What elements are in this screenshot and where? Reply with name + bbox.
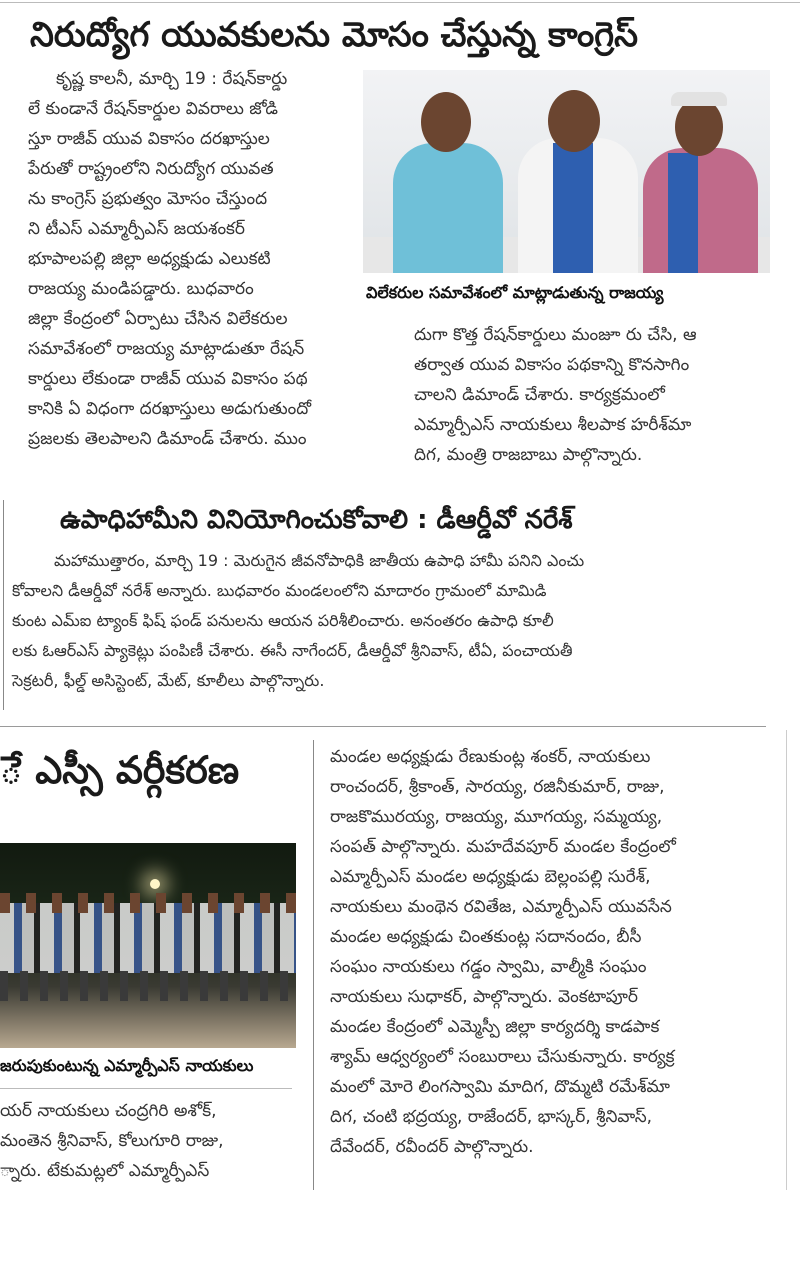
story2-body <box>12 546 772 696</box>
story2-line: లకు ఓఆర్ఎస్ ప్యాకెట్లు పంపిణీ చేశారు. ఈసీ నాగేందర్, డీఆర్డీవో శ్రీనివాస్, టీఏ, పంచాయతీ <box>12 641 573 660</box>
story1-column1 <box>28 64 358 454</box>
story1-line: భూపాలపల్లి జిల్లా అధ్యక్షుడు ఎలుకటి <box>28 249 271 269</box>
celebration-caption: జరుపుకుంటున్న ఎమ్మార్పీఎస్ నాయకులు <box>0 1056 254 1075</box>
story1-line: దుగా కొత్త రేషన్‌కార్డులు మంజూ రు చేసి, ఆ <box>414 325 697 345</box>
story3-line: మంలో మోరె లింగస్వామి మాదిగ, దొమ్మటి రమేశ్‌మా <box>330 1077 670 1097</box>
story2-line: సెక్రటరీ, ఫీల్డ్ అసిస్టెంట్, మేట్, కూలీలు పాల్గొన్నారు. <box>12 671 325 690</box>
story2-line: మహాముత్తారం, మార్చి 19 : మెరుగైన జీవనోపాధికి జాతీయ ఉపాధి హామీ పనిని ఎంచు <box>54 551 585 570</box>
story3-line: మంతెన శ్రీనివాస్, కోలుగూరి రాజు, <box>0 1131 224 1151</box>
story1-line: జిల్లా కేంద్రంలో ఏర్పాటు చేసిన విలేకరుల <box>28 309 288 329</box>
story1-line: తర్వాత యువ వికాసం పథకాన్ని కొనసాగిం <box>414 355 690 375</box>
story1-line: లే కుండానే రేషన్‌కార్డుల వివరాలు జోడి <box>28 99 279 119</box>
story3-line: ఎమ్మార్పీఎస్ మండల అధ్యక్షుడు బెల్లంపల్లి సురేశ్, <box>330 867 651 887</box>
story2-line: కుంట ఎమ్ఐ ట్యాంక్ ఫిష్ ఫండ్ పనులను ఆయన పరిశీలించారు. అనంతరం ఉపాధి కూలీ <box>12 611 554 630</box>
story1-column2 <box>414 320 770 470</box>
story1-line: ను కాంగ్రెస్ ప్రభుత్వం మోసం చేస్తుంద <box>28 189 268 209</box>
celebration-photo <box>0 843 296 1048</box>
story3-line: శ్యామ్ ఆధ్వర్యంలో సంబురాలు చేసుకున్నారు. కార్యక్ర <box>330 1047 675 1067</box>
story3-line: రాంచందర్, శ్రీకాంత్, సారయ్య, రజినీకుమార్, రాజు, <box>330 777 665 797</box>
story3-line: దిగ, చంటి భద్రయ్య, రాజేందర్, భాస్కర్, శ్రీనివాస్, <box>330 1107 653 1127</box>
story1-line: కార్డులు లేకుండా రాజీవ్ యువ వికాసం పథ <box>28 369 308 389</box>
story3-line: ్నారు. టేకుమట్లలో ఎమ్మార్పీఎస్ <box>0 1161 210 1181</box>
story3-line: మండల కేంద్రంలో ఎమ్మెస్పీ జిల్లా కార్యదర్శి కాడపాక <box>330 1017 660 1037</box>
story1-line: కృష్ణ కాలనీ, మార్చి 19 : రేషన్‌కార్డు <box>56 69 288 89</box>
story3-line: నాయకులు సుధాకర్, పాల్గొన్నారు. వెంకటాపూర్ <box>330 987 638 1007</box>
story1-line: సమావేశంలో రాజయ్య మాట్లాడుతూ రేషన్ <box>28 339 305 359</box>
story3-line: సంఘం నాయకులు గడ్డం స్వామి, వాల్మీకి సంఘం <box>330 957 647 977</box>
story1-line: కానికి ఏ విధంగా దరఖాస్తులు అడుగుతుందో <box>28 399 312 419</box>
story3-line: యర్ నాయకులు చంద్రగిరి అశోక్, <box>0 1101 217 1121</box>
section-divider <box>0 726 766 727</box>
column-divider <box>313 740 314 1190</box>
story2-headline: ఉపాధిహామీని వినియోగించుకోవాలి : డీఆర్డీవో నరేశ్ <box>60 505 573 535</box>
story2-line: కోవాలని డీఆర్డీవో నరేశ్ అన్నారు. బుధవారం మండలంలోని మాదారం గ్రామంలో మామిడి <box>12 581 547 600</box>
story1-line: ఎమ్మార్పీఎస్ నాయకులు శీలపాక హరీశ్‌మా <box>414 415 692 435</box>
story1-line: రాజయ్య మండిపడ్డారు. బుధవారం <box>28 279 254 299</box>
press-meet-caption: విలేకరుల సమావేశంలో మాట్లాడుతున్న రాజయ్య <box>366 283 664 302</box>
story2-left-rule <box>3 500 4 710</box>
story3-line: మండల అధ్యక్షుడు చింతకుంట్ల సదానందం, బీసీ <box>330 927 642 947</box>
story3-line: సంపత్ పాల్గొన్నారు. మహదేవపూర్ మండల కేంద్రంలో <box>330 837 676 857</box>
story3-headline: ే ఎస్సీ వర్గీకరణ <box>0 748 240 792</box>
caption-underline <box>0 1088 292 1089</box>
right-margin-rule <box>786 730 787 1190</box>
story1-line: స్తూ రాజీవ్ యువ వికాసం దరఖాస్తుల <box>28 129 270 149</box>
story1-headline: నిరుద్యోగ యువకులను మోసం చేస్తున్న కాంగ్రెస్ <box>30 15 638 55</box>
story1-line: చాలని డిమాండ్ చేశారు. కార్యక్రమంలో <box>414 385 665 405</box>
story3-left-column <box>0 1096 300 1186</box>
story3-line: మండల అధ్యక్షుడు రేణుకుంట్ల శంకర్, నాయకులు <box>330 747 651 767</box>
story1-line: ప్రజలకు తెలపాలని డిమాండ్ చేశారు. ముం <box>28 429 307 449</box>
story1-line: పేరుతో రాష్ట్రంలోని నిరుద్యోగ యువత <box>28 159 274 179</box>
story3-right-column <box>330 742 770 1162</box>
top-cut-rule <box>0 2 800 3</box>
story3-line: నాయకులు మంథెన రవితేజ, ఎమ్మార్పీఎస్ యువసేన <box>330 897 672 917</box>
story1-line: ని టీఎస్ ఎమ్మార్పీఎస్ జయశంకర్ <box>28 219 246 239</box>
press-meet-photo <box>363 70 770 273</box>
story3-line: దేవేందర్, రవీందర్ పాల్గొన్నారు. <box>330 1137 534 1157</box>
story3-line: రాజకొమురయ్య, రాజయ్య, మూగయ్య, సమ్మయ్య, <box>330 807 663 827</box>
story1-line: దిగ, మంత్రి రాజబాబు పాల్గొన్నారు. <box>414 445 643 465</box>
